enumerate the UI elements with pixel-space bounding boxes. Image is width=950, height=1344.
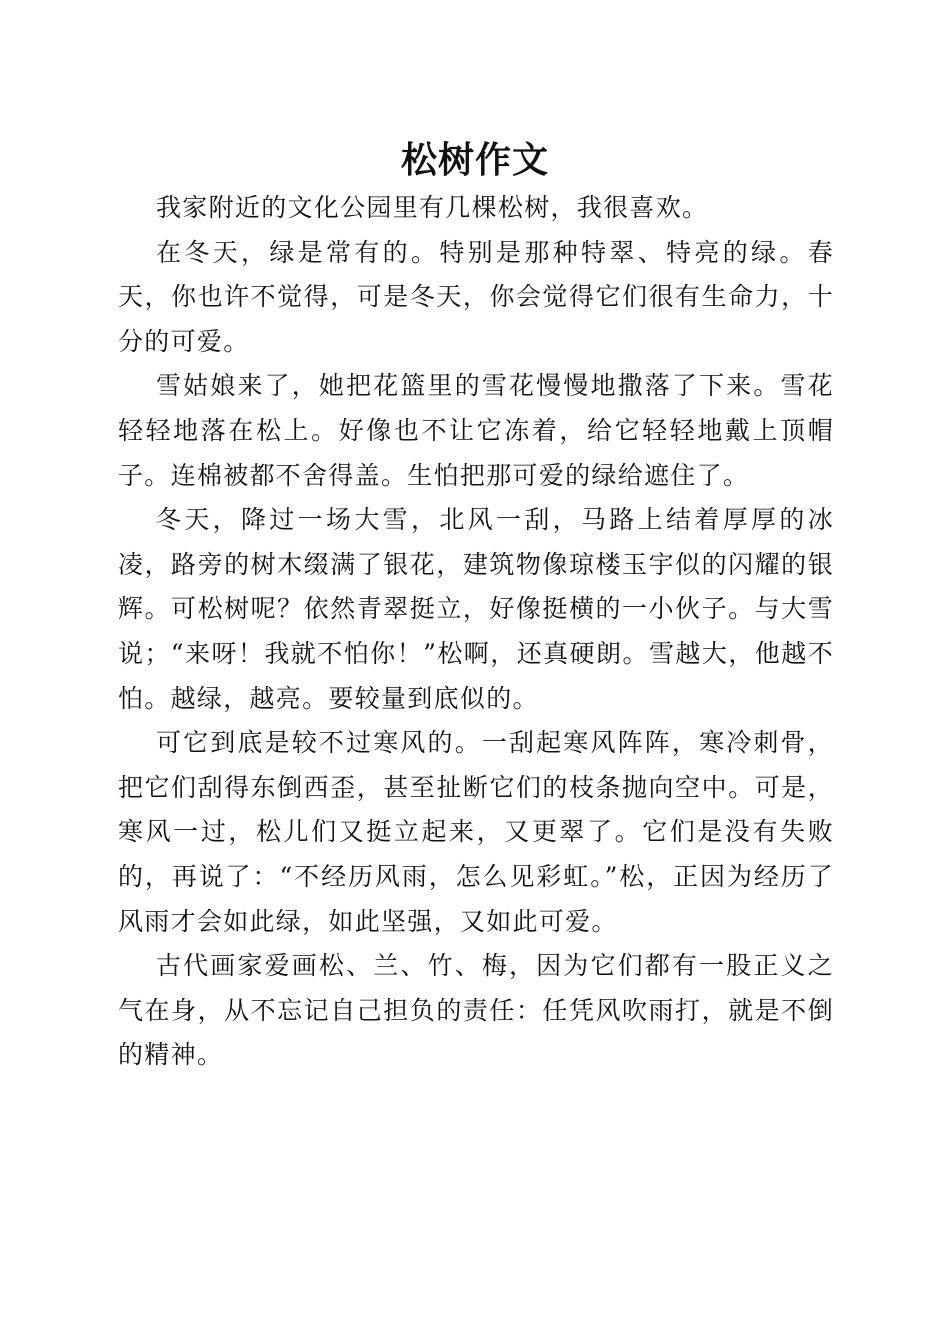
essay-body [118,186,834,1078]
paragraph: 在冬天，绿是常有的。特别是那种特翠、特亮的绿。春天，你也许不觉得，可是冬天，你会觉得它们很有生命力，十分的可爱。 [118,237,834,356]
paragraph: 我家附近的文化公园里有几棵松树，我很喜欢。 [156,193,709,222]
paragraph: 古代画家爱画松、兰、竹、梅，因为它们都有一股正义之气在身，从不忘记自己担负的责任：任凭风吹雨打，就是不倒的精神。 [118,951,834,1070]
paragraph: 可它到底是较不过寒风的。一刮起寒风阵阵，寒冷刺骨，把它们刮得东倒西歪，甚至扯断它们的枝条抛向空中。可是，寒风一过，松儿们又挺立起来，又更翠了。它们是没有失败的，再说了：“不经历风雨，怎么见彩虹。”松，正因为经历了风雨才会如此绿，如此坚强，又如此可爱。 [118,728,834,936]
paragraph: 冬天，降过一场大雪，北风一刮，马路上结着厚厚的冰凌，路旁的树木缀满了银花，建筑物像琼楼玉宇似的闪耀的银辉。可松树呢？依然青翠挺立，好像挺横的一小伙子。与大雪说；“来呀！我就不怕你！”松啊，还真硬朗。雪越大，他越不怕。越绿，越亮。要较量到底似的。 [118,505,834,713]
page-title: 松树作文 [400,139,549,181]
paragraph: 雪姑娘来了，她把花篮里的雪花慢慢地撒落了下来。雪花轻轻地落在松上。好像也不让它冻着，给它轻轻地戴上顶帽子。连棉被都不舍得盖。生怕把那可爱的绿给遮住了。 [118,371,834,490]
